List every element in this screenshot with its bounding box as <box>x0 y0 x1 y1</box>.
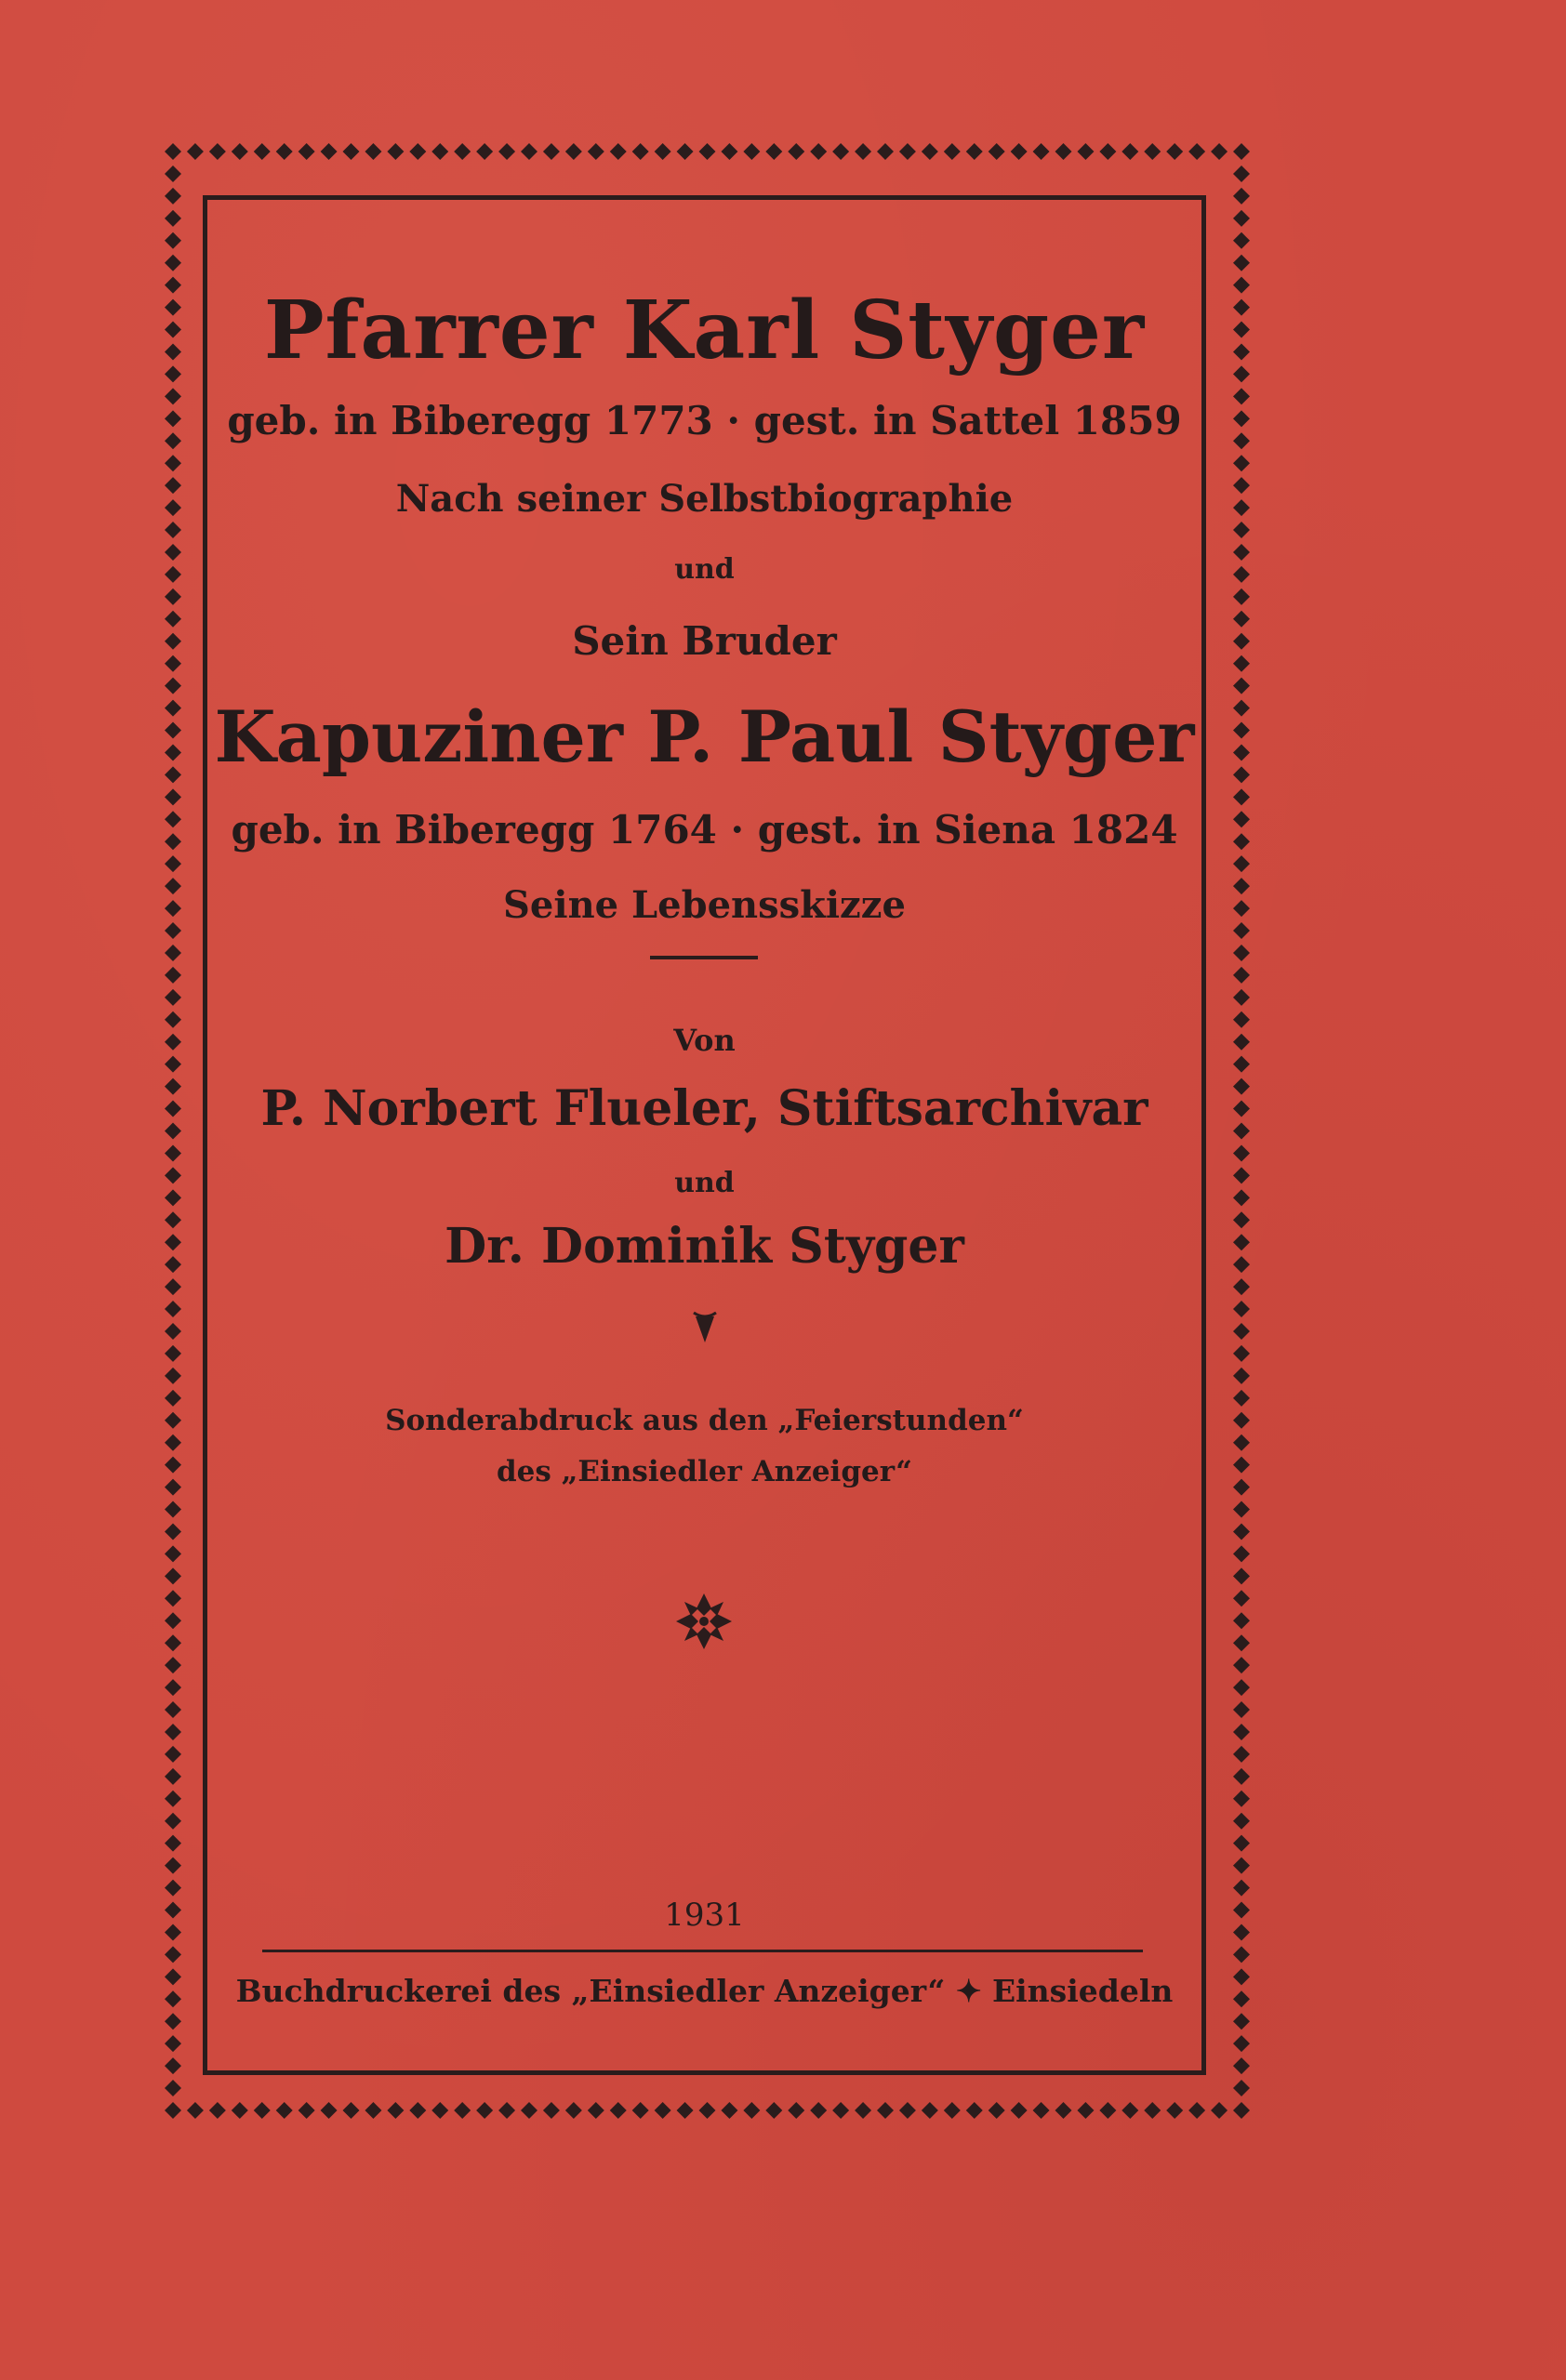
border-diamond <box>922 2102 938 2119</box>
border-diamond <box>1233 499 1250 516</box>
border-diamond <box>1233 1657 1250 1673</box>
border-diamond <box>165 1034 181 1051</box>
border-diamond <box>276 2102 293 2119</box>
border-diamond <box>1233 1101 1250 1117</box>
border-diamond <box>810 2102 827 2119</box>
border-diamond <box>431 2102 448 2119</box>
border-diamond <box>1233 566 1250 583</box>
border-diamond <box>1233 210 1250 227</box>
border-diamond <box>1099 2102 1116 2119</box>
border-diamond <box>165 788 181 805</box>
border-diamond <box>922 143 938 160</box>
border-diamond <box>1233 633 1250 650</box>
border-diamond <box>165 1078 181 1095</box>
border-diamond <box>610 2102 627 2119</box>
border-diamond <box>165 255 181 271</box>
border-diamond <box>1233 1768 1250 1785</box>
border-diamond <box>1077 2102 1094 2119</box>
border-diamond <box>1233 2102 1250 2119</box>
border-diamond <box>498 2102 515 2119</box>
border-diamond <box>1233 1523 1250 1540</box>
border-diamond <box>165 1234 181 1250</box>
border-diamond <box>387 143 404 160</box>
border-diamond <box>1233 1012 1250 1028</box>
border-diamond <box>165 1657 181 1673</box>
border-diamond <box>1233 1946 1250 1963</box>
border-diamond <box>1233 1144 1250 1161</box>
border-diamond <box>165 1167 181 1183</box>
border-diamond <box>165 700 181 717</box>
border-diamond <box>543 2102 560 2119</box>
border-diamond <box>165 2013 181 2030</box>
border-diamond <box>1233 165 1250 182</box>
border-diamond <box>254 143 271 160</box>
border-diamond <box>1166 2102 1183 2119</box>
border-diamond <box>365 143 381 160</box>
border-diamond <box>165 1746 181 1763</box>
border-diamond <box>1188 2102 1205 2119</box>
border-diamond <box>165 1634 181 1651</box>
border-diamond <box>165 945 181 961</box>
border-diamond <box>989 143 1005 160</box>
border-diamond <box>1233 1968 1250 1985</box>
border-diamond <box>165 1189 181 1206</box>
border-diamond <box>165 1056 181 1073</box>
border-diamond <box>1233 922 1250 939</box>
border-diamond <box>165 343 181 360</box>
border-diamond <box>1233 744 1250 760</box>
border-diamond <box>721 143 737 160</box>
border-diamond <box>409 143 426 160</box>
border-diamond <box>521 143 537 160</box>
border-diamond <box>1233 1902 1250 1919</box>
border-diamond <box>165 322 181 338</box>
border-diamond <box>1144 2102 1161 2119</box>
border-diamond <box>1233 1234 1250 1250</box>
border-diamond <box>165 900 181 917</box>
border-diamond <box>655 2102 671 2119</box>
border-diamond <box>299 143 315 160</box>
border-diamond <box>165 766 181 783</box>
border-diamond <box>1233 2080 1250 2096</box>
border-diamond <box>1233 945 1250 961</box>
border-diamond <box>165 1902 181 1919</box>
border-diamond <box>1233 1457 1250 1474</box>
border-diamond <box>1233 1034 1250 1051</box>
border-diamond <box>165 1858 181 1874</box>
border-diamond <box>1233 1813 1250 1830</box>
border-diamond <box>476 143 493 160</box>
border-diamond <box>1233 1924 1250 1940</box>
second-subtitle: Seine Lebensskizze <box>503 883 906 927</box>
border-diamond <box>165 1724 181 1740</box>
divider-rule <box>650 956 758 959</box>
border-diamond <box>1233 1123 1250 1140</box>
border-diamond <box>521 2102 537 2119</box>
border-diamond <box>1233 1880 1250 1897</box>
border-diamond <box>788 143 804 160</box>
border-diamond <box>165 1390 181 1407</box>
border-diamond <box>187 143 204 160</box>
border-diamond <box>165 633 181 650</box>
border-diamond <box>699 2102 716 2119</box>
border-diamond <box>1233 967 1250 984</box>
border-diamond <box>1233 1567 1250 1584</box>
border-diamond <box>165 1835 181 1852</box>
border-diamond <box>1233 1078 1250 1095</box>
small-ornament-icon <box>692 1311 718 1344</box>
border-diamond <box>588 143 604 160</box>
border-diamond <box>165 989 181 1006</box>
border-diamond <box>1233 343 1250 360</box>
border-diamond <box>1233 700 1250 717</box>
border-diamond <box>454 2102 471 2119</box>
border-diamond <box>165 143 181 160</box>
border-diamond <box>343 143 360 160</box>
border-diamond <box>165 365 181 382</box>
border-diamond <box>165 1567 181 1584</box>
border-diamond <box>165 967 181 984</box>
border-diamond <box>1144 143 1161 160</box>
border-diamond <box>165 1590 181 1606</box>
border-diamond <box>1233 588 1250 605</box>
border-diamond <box>1233 811 1250 827</box>
border-diamond <box>165 1813 181 1830</box>
border-diamond <box>1233 2057 1250 2074</box>
border-diamond <box>1166 143 1183 160</box>
border-diamond <box>1233 455 1250 471</box>
border-diamond <box>989 2102 1005 2119</box>
border-diamond <box>165 2102 181 2119</box>
border-diamond <box>677 2102 694 2119</box>
border-diamond <box>610 143 627 160</box>
border-diamond <box>1233 655 1250 672</box>
border-diamond <box>855 143 871 160</box>
brother-intro: Sein Bruder <box>572 618 837 664</box>
border-diamond <box>165 432 181 449</box>
border-diamond <box>1233 833 1250 850</box>
by-label: Von <box>673 1023 736 1058</box>
border-diamond <box>165 522 181 538</box>
border-diamond <box>1233 1435 1250 1451</box>
border-diamond <box>165 299 181 316</box>
border-diamond <box>165 1545 181 1562</box>
border-diamond <box>209 2102 226 2119</box>
border-diamond <box>1233 255 1250 271</box>
border-diamond <box>1233 322 1250 338</box>
border-diamond <box>165 2080 181 2096</box>
border-diamond <box>743 2102 760 2119</box>
border-diamond <box>431 143 448 160</box>
border-diamond <box>165 922 181 939</box>
border-diamond <box>187 2102 204 2119</box>
border-diamond <box>1211 2102 1228 2119</box>
border-diamond <box>165 1345 181 1362</box>
border-diamond <box>1233 678 1250 694</box>
border-diamond <box>721 2102 737 2119</box>
border-diamond <box>454 143 471 160</box>
border-diamond <box>165 1612 181 1629</box>
border-diamond <box>565 143 582 160</box>
border-diamond <box>476 2102 493 2119</box>
border-diamond <box>1233 188 1250 205</box>
border-diamond <box>165 2057 181 2074</box>
border-diamond <box>165 277 181 294</box>
border-diamond <box>1033 2102 1050 2119</box>
border-diamond <box>1233 522 1250 538</box>
border-diamond <box>1233 1835 1250 1852</box>
border-diamond <box>321 2102 338 2119</box>
border-diamond <box>1233 1368 1250 1384</box>
border-diamond <box>944 2102 961 2119</box>
border-diamond <box>165 1479 181 1496</box>
border-diamond <box>1233 1211 1250 1228</box>
border-diamond <box>165 544 181 561</box>
border-diamond <box>1233 611 1250 628</box>
author-2: Dr. Dominik Styger <box>445 1218 964 1275</box>
border-diamond <box>1233 365 1250 382</box>
border-diamond <box>899 143 916 160</box>
printer-imprint: Buchdruckerei des „Einsiedler Anzeiger“ ✦ Einsiedeln <box>235 1973 1174 2009</box>
border-diamond <box>699 143 716 160</box>
border-diamond <box>632 2102 649 2119</box>
border-diamond <box>1233 1724 1250 1740</box>
border-diamond <box>165 1924 181 1940</box>
cover-content <box>203 195 1206 2075</box>
border-diamond <box>165 744 181 760</box>
border-diamond <box>165 232 181 249</box>
border-diamond <box>232 143 248 160</box>
border-diamond <box>1233 1791 1250 1807</box>
border-diamond <box>588 2102 604 2119</box>
border-diamond <box>1233 1858 1250 1874</box>
border-diamond <box>165 855 181 872</box>
border-diamond <box>232 2102 248 2119</box>
border-diamond <box>165 1791 181 1807</box>
reprint-line-2: des „Einsiedler Anzeiger“ <box>496 1455 913 1488</box>
border-diamond <box>1233 1479 1250 1496</box>
border-diamond <box>877 143 894 160</box>
border-diamond <box>1233 788 1250 805</box>
border-diamond <box>677 143 694 160</box>
border-diamond <box>1233 477 1250 494</box>
border-diamond <box>1233 1278 1250 1295</box>
border-diamond <box>165 1701 181 1718</box>
border-diamond <box>966 143 983 160</box>
border-diamond <box>1188 143 1205 160</box>
border-diamond <box>165 1323 181 1340</box>
border-diamond <box>165 2035 181 2052</box>
border-diamond <box>1233 1167 1250 1183</box>
border-diamond <box>165 1946 181 1963</box>
border-diamond <box>165 655 181 672</box>
border-diamond <box>165 1412 181 1429</box>
border-diamond <box>1233 1323 1250 1340</box>
border-diamond <box>899 2102 916 2119</box>
border-diamond <box>788 2102 804 2119</box>
border-diamond <box>165 566 181 583</box>
border-diamond <box>254 2102 271 2119</box>
title-subtitle: Nach seiner Selbstbiographie <box>395 477 1014 521</box>
border-diamond <box>565 2102 582 2119</box>
border-diamond <box>1233 410 1250 427</box>
border-diamond <box>1233 1679 1250 1696</box>
border-diamond <box>1233 989 1250 1006</box>
border-diamond <box>165 1679 181 1696</box>
border-diamond <box>1233 1390 1250 1407</box>
border-diamond <box>165 1256 181 1273</box>
border-diamond <box>165 1435 181 1451</box>
border-diamond <box>877 2102 894 2119</box>
conjunction: und <box>674 553 735 586</box>
border-diamond <box>165 1301 181 1317</box>
border-diamond <box>1121 2102 1138 2119</box>
border-diamond <box>1011 143 1028 160</box>
reprint-line-1: Sonderabdruck aus den „Feierstunden“ <box>385 1404 1024 1437</box>
border-diamond <box>1233 1746 1250 1763</box>
border-diamond <box>1233 1590 1250 1606</box>
conjunction-2: und <box>674 1167 735 1199</box>
border-diamond <box>765 143 782 160</box>
border-diamond <box>165 1501 181 1518</box>
border-diamond <box>387 2102 404 2119</box>
border-diamond <box>365 2102 381 2119</box>
border-diamond <box>165 1968 181 1985</box>
border-diamond <box>966 2102 983 2119</box>
border-diamond <box>165 588 181 605</box>
border-diamond <box>632 143 649 160</box>
border-diamond <box>409 2102 426 2119</box>
border-diamond <box>1233 855 1250 872</box>
title-dates: geb. in Biberegg 1773 · gest. in Sattel 1859 <box>227 398 1182 443</box>
border-diamond <box>1233 1501 1250 1518</box>
border-diamond <box>1233 1612 1250 1629</box>
border-diamond <box>1233 277 1250 294</box>
border-diamond <box>1233 1412 1250 1429</box>
second-title: Kapuziner P. Paul Styger <box>214 695 1195 778</box>
border-diamond <box>1233 1345 1250 1362</box>
border-diamond <box>165 1990 181 2007</box>
fleuron-icon <box>672 1590 736 1653</box>
border-diamond <box>165 1123 181 1140</box>
border-diamond <box>1233 1056 1250 1073</box>
border-diamond <box>1233 2013 1250 2030</box>
border-diamond <box>1233 1256 1250 1273</box>
border-diamond <box>165 1278 181 1295</box>
second-dates: geb. in Biberegg 1764 · gest. in Siena 1824 <box>231 807 1178 853</box>
border-diamond <box>1077 143 1094 160</box>
border-diamond <box>1233 1545 1250 1562</box>
border-diamond <box>1211 143 1228 160</box>
border-diamond <box>1233 143 1250 160</box>
border-diamond <box>1233 766 1250 783</box>
border-diamond <box>165 455 181 471</box>
border-diamond <box>944 143 961 160</box>
border-diamond <box>165 811 181 827</box>
border-diamond <box>1233 1189 1250 1206</box>
border-diamond <box>1233 1990 1250 2007</box>
border-diamond <box>165 1101 181 1117</box>
border-diamond <box>209 143 226 160</box>
border-diamond <box>1233 299 1250 316</box>
border-diamond <box>165 210 181 227</box>
border-diamond <box>165 165 181 182</box>
border-diamond <box>832 143 849 160</box>
border-diamond <box>165 1457 181 1474</box>
border-diamond <box>1233 878 1250 894</box>
border-diamond <box>832 2102 849 2119</box>
border-diamond <box>1233 432 1250 449</box>
border-diamond <box>1121 143 1138 160</box>
border-diamond <box>165 722 181 739</box>
border-diamond <box>1233 2035 1250 2052</box>
border-diamond <box>1233 1701 1250 1718</box>
border-diamond <box>165 678 181 694</box>
border-diamond <box>165 1368 181 1384</box>
border-diamond <box>1233 900 1250 917</box>
border-diamond <box>165 499 181 516</box>
border-diamond <box>1233 1634 1250 1651</box>
border-diamond <box>1055 2102 1072 2119</box>
border-diamond <box>810 143 827 160</box>
border-diamond <box>165 1012 181 1028</box>
border-diamond <box>165 188 181 205</box>
border-diamond <box>655 143 671 160</box>
border-diamond <box>343 2102 360 2119</box>
border-diamond <box>1033 143 1050 160</box>
border-diamond <box>498 143 515 160</box>
border-diamond <box>765 2102 782 2119</box>
border-diamond <box>165 1144 181 1161</box>
border-diamond <box>1233 388 1250 404</box>
border-diamond <box>321 143 338 160</box>
year: 1931 <box>664 1897 745 1934</box>
author-1: P. Norbert Flueler, Stiftsarchivar <box>260 1080 1148 1137</box>
border-diamond <box>165 878 181 894</box>
border-diamond <box>1233 1301 1250 1317</box>
footer-rule <box>262 1950 1143 1952</box>
border-diamond <box>165 477 181 494</box>
border-diamond <box>165 611 181 628</box>
title: Pfarrer Karl Styger <box>263 284 1146 377</box>
border-diamond <box>165 1211 181 1228</box>
border-diamond <box>1233 232 1250 249</box>
border-diamond <box>165 833 181 850</box>
border-diamond <box>543 143 560 160</box>
border-diamond <box>299 2102 315 2119</box>
border-diamond <box>1011 2102 1028 2119</box>
border-diamond <box>1233 544 1250 561</box>
border-diamond <box>1055 143 1072 160</box>
border-diamond <box>165 410 181 427</box>
border-diamond <box>165 388 181 404</box>
border-diamond <box>743 143 760 160</box>
border-diamond <box>165 1523 181 1540</box>
border-diamond <box>855 2102 871 2119</box>
border-diamond <box>1233 722 1250 739</box>
border-diamond <box>276 143 293 160</box>
border-diamond <box>1099 143 1116 160</box>
border-diamond <box>165 1880 181 1897</box>
border-diamond <box>165 1768 181 1785</box>
